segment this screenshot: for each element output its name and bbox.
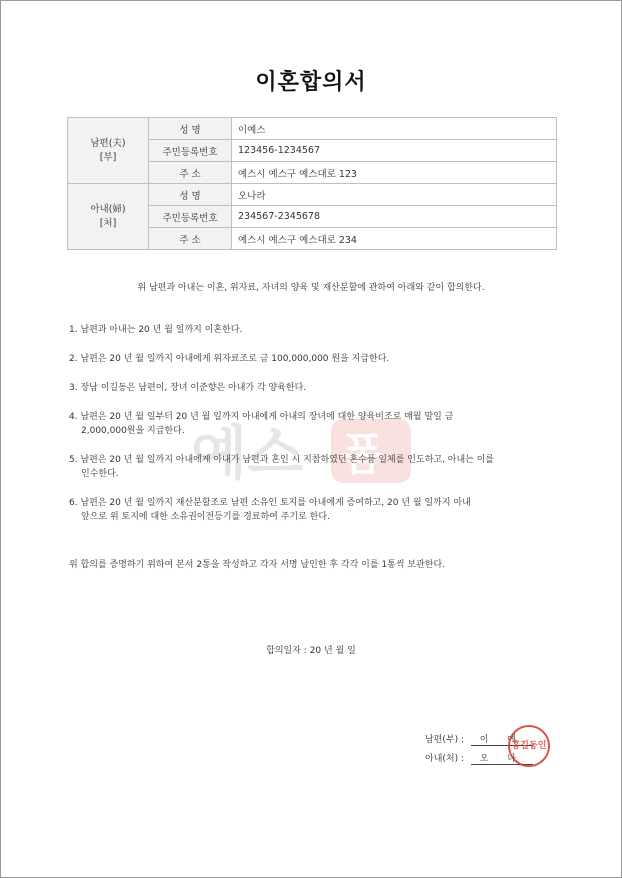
wife-party-cell <box>68 184 149 250</box>
document-title: 이혼합의서 <box>255 70 367 95</box>
wife-name-value: 오나라 <box>232 184 557 206</box>
clause-line: 6. 남편은 20 년 월 일까지 재산분할조로 남편 소유인 토지를 아내에게 증여하고, 20 년 월 일까지 아내 <box>69 498 471 508</box>
svg-text:예스: 예스 <box>191 419 304 487</box>
wife-id-label: 주민등록번호 <box>149 206 232 228</box>
clause-item <box>69 496 549 524</box>
wife-signature-name: 오 나 <box>471 751 533 765</box>
clause-item <box>69 352 549 366</box>
husband-name-row <box>68 118 557 140</box>
clause-continuation: 인수한다. <box>81 469 119 479</box>
clause-continuation: 앞으로 위 토지에 대한 소유권이전등기를 경료하여 주기로 한다. <box>81 512 330 522</box>
wife-party-label: 아내(婦) <box>90 203 126 215</box>
closing-paragraph: 위 합의를 증명하기 위하여 본서 2통을 작성하고 각자 서명 날인한 후 각각 이를 1통씩 보관한다. <box>69 560 446 570</box>
wife-party-sublabel: [처] <box>99 217 117 229</box>
svg-text:폼: 폼 <box>341 429 384 480</box>
clause-item <box>69 453 549 481</box>
husband-address-value: 예스시 예스구 예스대로 123 <box>232 162 557 184</box>
clause-item <box>69 381 549 395</box>
husband-name-label: 성 명 <box>149 118 232 140</box>
clause-list <box>69 323 549 539</box>
intro-paragraph: 위 남편과 아내는 이혼, 위자료, 자녀의 양육 및 재산분할에 관하여 아래와 같이 합의한다. <box>137 283 485 293</box>
wife-signature-label: 아내(처) : <box>425 754 464 764</box>
wife-name-label: 성 명 <box>149 184 232 206</box>
wife-address-value: 예스시 예스구 예스대로 234 <box>232 228 557 250</box>
party-info-table <box>67 117 557 250</box>
husband-party-cell <box>68 118 149 184</box>
wife-address-label: 주 소 <box>149 228 232 250</box>
husband-id-label: 주민등록번호 <box>149 140 232 162</box>
agreement-date: 합의일자 : 20 년 월 일 <box>266 646 356 656</box>
husband-party-label: 남편(夫) <box>90 137 126 149</box>
husband-id-value: 123456-1234567 <box>232 140 557 162</box>
seal-stamp <box>508 725 550 767</box>
clause-line: 5. 남편은 20 년 월 일까지 아내에게 아내가 남편과 혼인 시 지참하였던 혼수품 일체를 인도하고, 아내는 이를 <box>69 455 495 465</box>
husband-party-sublabel: [부] <box>99 151 117 163</box>
clause-line: 1. 남편과 아내는 20 년 월 일까지 이혼한다. <box>69 325 243 335</box>
wife-id-value: 234567-2345678 <box>232 206 557 228</box>
clause-continuation: 2,000,000원을 지급한다. <box>81 426 185 436</box>
clause-item <box>69 410 549 438</box>
husband-address-label: 주 소 <box>149 162 232 184</box>
wife-name-row <box>68 184 557 206</box>
husband-name-value: 이예스 <box>232 118 557 140</box>
clause-line: 3. 장남 이길동은 남편이, 장녀 이준향은 아내가 각 양육한다. <box>69 383 307 393</box>
clause-line: 2. 남편은 20 년 월 일까지 아내에게 위자료조로 금 100,000,000 원을 지급한다. <box>69 354 390 364</box>
seal-stamp-text: 홍길동인 <box>511 741 547 751</box>
husband-signature-label: 남편(부) : <box>425 735 464 745</box>
husband-signature-name: 이 예 <box>471 732 533 746</box>
clause-line: 4. 남편은 20 년 월 일부터 20 년 월 일까지 아내에게 아내의 장녀에 대한 양육비조로 매월 말일 금 <box>69 412 454 422</box>
clause-item <box>69 323 549 337</box>
